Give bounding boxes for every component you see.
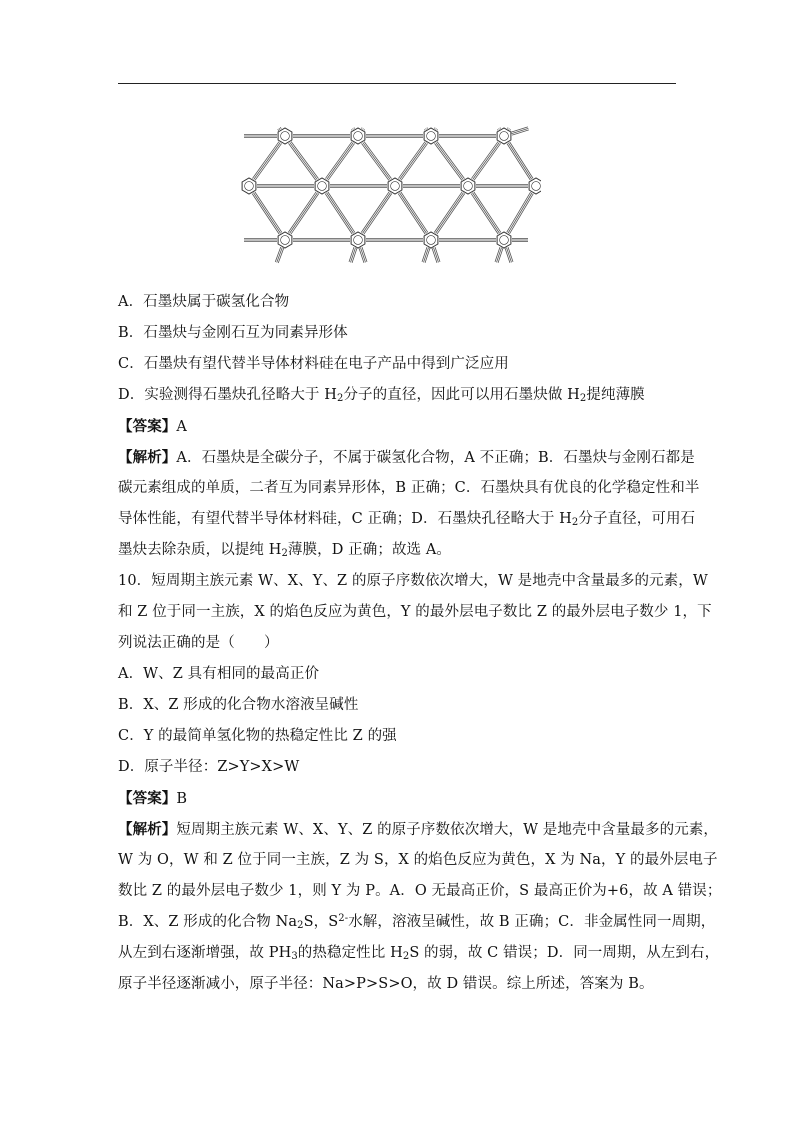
alkyne-bond xyxy=(290,142,317,179)
q9-analysis-line: 墨炔去除杂质，以提纯 $H_2$薄膜，D 正确；故选 A。 xyxy=(118,542,452,559)
benzene-ring xyxy=(351,128,365,144)
alkyne-bond xyxy=(291,141,318,178)
alkyne-bond xyxy=(472,193,499,234)
alkyne-bond xyxy=(351,129,352,130)
alkyne-bond xyxy=(288,143,315,180)
q10-analysis-line: 原子半径逐渐减小，原子半径：Na>P>S>O，故 D 错误。综上所述，答案为 B。 xyxy=(118,976,654,992)
q9-answer: 【答案】A xyxy=(118,418,187,435)
alkyne-bond xyxy=(398,142,425,179)
alkyne-bond xyxy=(401,143,428,180)
alkyne-bond xyxy=(280,127,281,128)
alkyne-bond xyxy=(327,142,354,179)
alkyne-bond xyxy=(509,194,533,234)
alkyne-bond xyxy=(474,192,501,233)
q9-option-a: A．石墨炔属于碳氢化合物 xyxy=(118,294,290,310)
q10-option-d: D．原子半径：Z>Y>X>W xyxy=(118,759,300,775)
alkyne-bond xyxy=(399,193,426,234)
alkyne-bond xyxy=(471,142,498,179)
q10-answer: 【答案】B xyxy=(118,790,188,807)
alkyne-bond xyxy=(437,141,464,178)
benzene-ring xyxy=(497,232,511,248)
alkyne-bond xyxy=(510,142,533,179)
q10-stem-line: 10．短周期主族元素 W、X、Y、Z 的原子序数依次增大，W 是地壳中含量最多的元素，W xyxy=(118,573,708,589)
alkyne-bond xyxy=(434,143,461,180)
benzene-ring xyxy=(278,232,292,248)
q10-stem-line: 列说法正确的是（ ） xyxy=(118,635,279,651)
alkyne-bond xyxy=(279,128,280,129)
alkyne-bond xyxy=(507,144,530,181)
benzene-ring xyxy=(424,128,438,144)
alkyne-bond xyxy=(508,143,531,180)
alkyne-bond xyxy=(424,129,425,130)
alkyne-bond xyxy=(427,128,428,129)
benzene-ring xyxy=(315,178,329,194)
alkyne-bond xyxy=(363,193,391,234)
header-rule xyxy=(118,83,676,84)
alkyne-bond xyxy=(364,194,392,235)
benzene-ring xyxy=(278,128,292,144)
alkyne-bond xyxy=(328,192,355,233)
alkyne-bond xyxy=(254,142,281,179)
alkyne-bond xyxy=(252,142,279,179)
benzene-ring xyxy=(242,178,256,194)
alkyne-bond xyxy=(437,129,438,130)
q10-analysis-line: 从左到右逐渐增强，故 $PH_3$的热稳定性比 $H_2S$ 的弱，故 C 错误；D．同一周期，从左到右， xyxy=(118,945,720,962)
alkyne-bond xyxy=(473,142,500,179)
alkyne-bond xyxy=(507,128,508,129)
alkyne-bond xyxy=(291,194,319,235)
alkyne-bond xyxy=(354,128,355,129)
alkyne-bond xyxy=(510,129,511,130)
alkyne-bond xyxy=(290,193,318,234)
alkyne-bond xyxy=(255,143,282,180)
alkyne-bond xyxy=(363,129,364,130)
q10-option-c: C．Y 的最简单氢化物的热稳定性比 Z 的强 xyxy=(118,728,397,744)
alkyne-bond xyxy=(398,194,425,235)
alkyne-bond xyxy=(507,192,531,232)
q10-analysis-line: 数比 Z 的最外层电子数少 1，则 Y 为 P。A．O 无最高正价，S 最高正价为+6，故 A 错误； xyxy=(118,883,722,899)
q9-option-d: D．实验测得石墨炔孔径略大于 $H_2$分子的直径，因此可以用石墨炔做 $H_2$提纯薄膜 xyxy=(118,387,645,404)
alkyne-bond xyxy=(509,129,510,130)
alkyne-bond xyxy=(255,192,282,233)
alkyne-bond xyxy=(361,128,362,129)
alkyne-bond xyxy=(500,128,501,129)
q10-analysis-line: B．X、Z 形成的化合物 $Na_2S$，$S^{2-}$水解，溶液呈碱性，故 B 正确；C．非金属性同一周期， xyxy=(118,913,716,931)
alkyne-bond xyxy=(325,194,352,235)
alkyne-bond xyxy=(328,143,355,180)
q9-option-b: B．石墨炔与金刚石互为同素异形体 xyxy=(118,325,348,341)
alkyne-bond xyxy=(436,193,464,234)
benzene-ring xyxy=(461,178,475,194)
benzene-ring xyxy=(424,232,438,248)
alkyne-bond xyxy=(361,192,389,233)
alkyne-bond xyxy=(326,193,353,234)
alkyne-bond xyxy=(288,192,316,233)
q9-analysis-line: 【解析】A．石墨炔是全碳分子，不属于碳氢化合物，A 不正确；B．石墨炔与金刚石都是 xyxy=(118,449,695,466)
alkyne-bond xyxy=(434,192,462,233)
alkyne-bond xyxy=(401,192,428,233)
graphyne-structure-diagram xyxy=(236,122,541,270)
alkyne-bond xyxy=(400,142,427,179)
alkyne-bond xyxy=(361,143,388,180)
alkyne-bond xyxy=(364,129,365,130)
alkyne-bond xyxy=(278,129,279,130)
benzene-ring xyxy=(529,178,541,194)
alkyne-bond xyxy=(437,194,465,235)
q10-analysis-line: 【解析】短周期主族元素 W、X、Y、Z 的原子序数依次增大，W 是地壳中含量最多的元素， xyxy=(118,821,719,838)
alkyne-bond xyxy=(436,142,463,179)
alkyne-bond xyxy=(471,194,498,235)
benzene-ring xyxy=(351,232,365,248)
q9-option-c: C．石墨炔有望代替半导体材料硅在电子产品中得到广泛应用 xyxy=(118,356,509,372)
alkyne-bond xyxy=(353,129,354,130)
alkyne-bond xyxy=(426,129,427,130)
q9-analysis-line: 碳元素组成的单质，二者互为同素异形体，B 正确；C．石墨炔具有优良的化学稳定性和半 xyxy=(118,480,700,496)
alkyne-bond xyxy=(363,142,390,179)
alkyne-bond xyxy=(364,141,391,178)
alkyne-bond xyxy=(325,142,352,179)
q10-option-b: B．X、Z 形成的化合物水溶液呈碱性 xyxy=(118,697,359,713)
alkyne-bond xyxy=(508,193,532,233)
q10-analysis-line: W 为 O，W 和 Z 位于同一主族，Z 为 S，X 的焰色反应为黄色，X 为 Na，Y 的最外层电子 xyxy=(118,852,718,868)
alkyne-bond xyxy=(497,129,498,130)
alkyne-bond xyxy=(434,128,435,129)
q9-analysis-line: 导体性能，有望代替半导体材料硅，C 正确；D．石墨炔孔径略大于 $H_2$分子直径，可用石 xyxy=(118,511,696,528)
q10-stem-line: 和 Z 位于同一主族，X 的焰色反应为黄色，Y 的最外层电子数比 Z 的最外层电子数少 1，下 xyxy=(118,604,712,620)
alkyne-bond xyxy=(252,194,279,235)
alkyne-bond xyxy=(436,129,437,130)
alkyne-bond xyxy=(499,129,500,130)
alkyne-bond xyxy=(474,143,501,180)
benzene-ring xyxy=(388,178,402,194)
benzene-ring xyxy=(497,128,511,144)
q10-option-a: A．W、Z 具有相同的最高正价 xyxy=(118,666,320,682)
alkyne-bond xyxy=(253,193,280,234)
